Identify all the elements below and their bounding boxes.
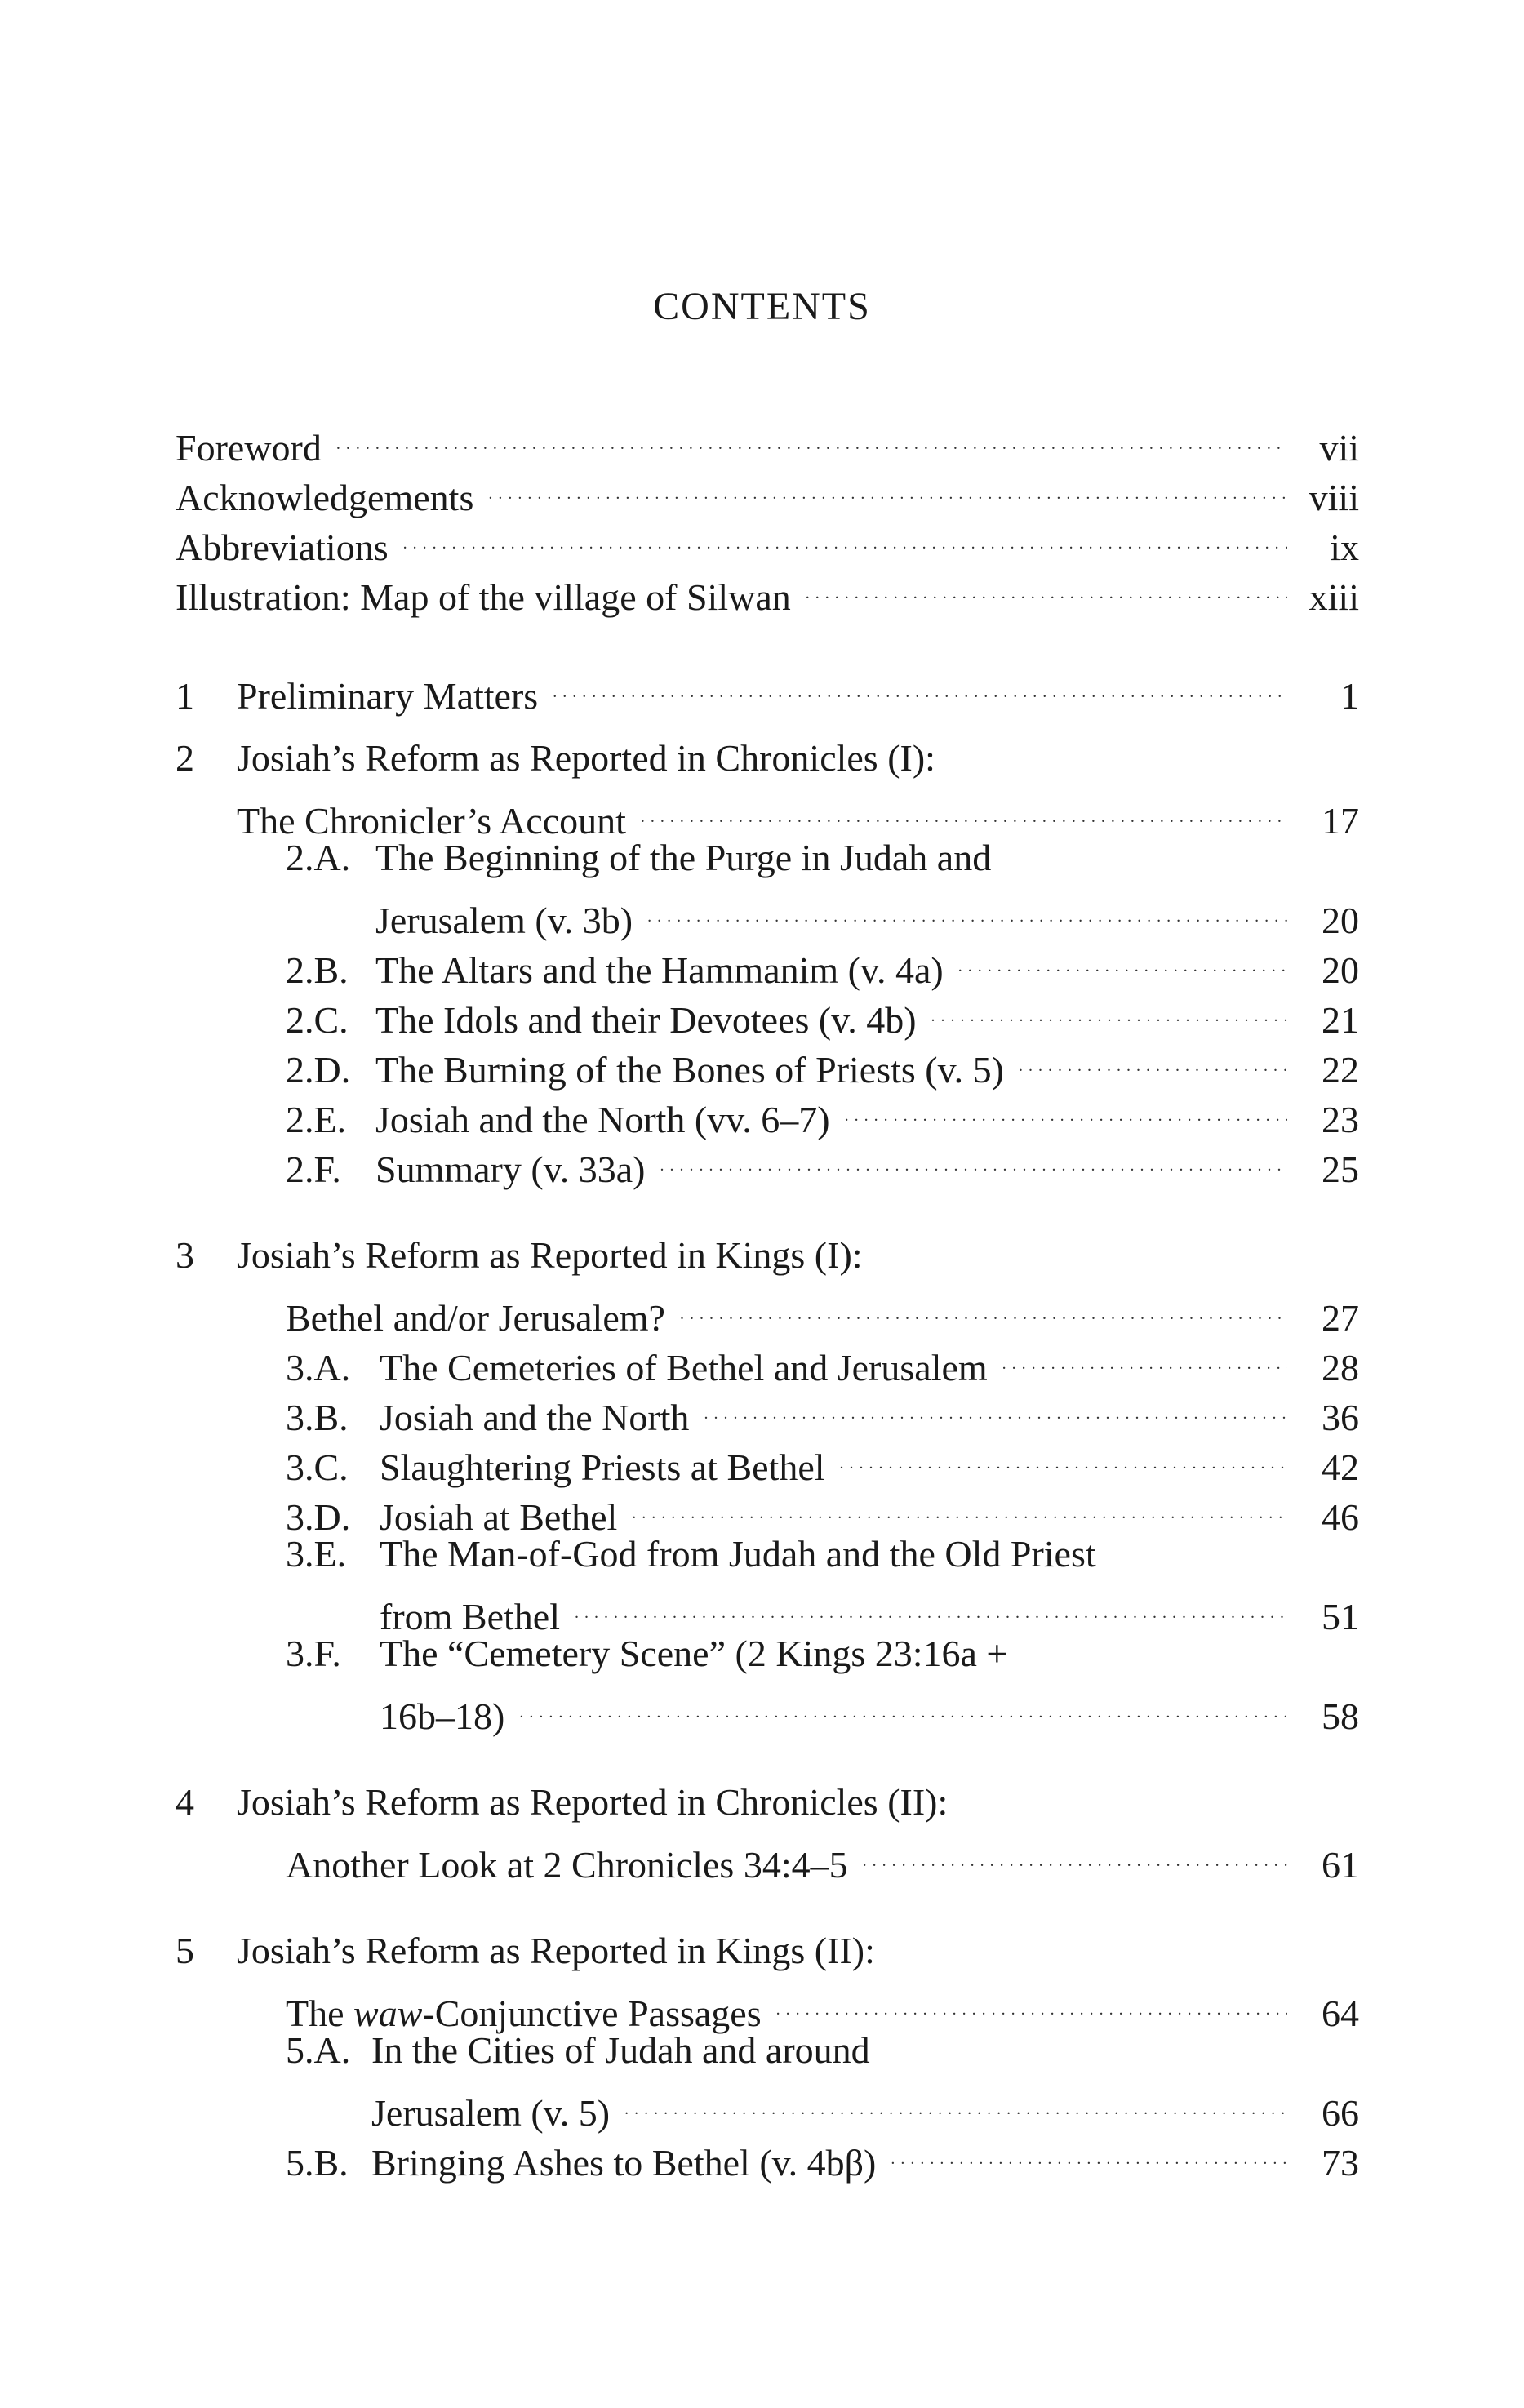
- toc-entry-label: The Cemeteries of Bethel and Jerusalem: [380, 1347, 988, 1388]
- chapter-number: 1: [176, 675, 194, 717]
- toc-section-3e[interactable]: [286, 1529, 1359, 1579]
- toc-chapter-2-subtitle[interactable]: [237, 783, 1359, 842]
- section-number: 3.F.: [286, 1633, 341, 1674]
- toc-entry-label: Acknowledgements: [176, 477, 474, 518]
- toc-entry-label: Illustration: Map of the village of Silwan: [176, 576, 791, 618]
- toc-page-number: 17: [1322, 800, 1359, 842]
- dot-leader: [680, 1280, 1287, 1331]
- toc-entry-label: Josiah and the North: [380, 1397, 690, 1438]
- toc-entry-label: The “Cemetery Scene” (2 Kings 23:16a +: [380, 1633, 1008, 1674]
- toc-section-2f[interactable]: [286, 1131, 1359, 1190]
- toc-entry-label: Josiah at Bethel: [380, 1496, 618, 1538]
- dot-leader: [891, 2125, 1287, 2175]
- section-number: 5.A.: [286, 2029, 351, 2071]
- section-number: 3.A.: [286, 1347, 351, 1388]
- section-number: 3.D.: [286, 1496, 351, 1538]
- toc-entry-label: Jerusalem (v. 5): [371, 2092, 611, 2134]
- toc-chapter-3-title[interactable]: [176, 1230, 1359, 1281]
- toc-entry-label: Abbreviations: [176, 526, 389, 568]
- toc-entry-label: Another Look at 2 Chronicles 34:4–5: [286, 1844, 848, 1886]
- dot-leader: [1019, 1032, 1287, 1082]
- toc-chapter-2-title[interactable]: [176, 733, 1359, 784]
- toc-page-number: 25: [1322, 1148, 1359, 1190]
- dot-leader: [704, 1379, 1287, 1430]
- toc-chapter-5-subtitle[interactable]: [286, 1975, 1359, 2034]
- toc-chapter-4-title[interactable]: [176, 1777, 1359, 1828]
- dot-leader: [519, 1678, 1287, 1729]
- section-number: 2.C.: [286, 999, 349, 1041]
- italic-term: waw: [353, 1993, 423, 2034]
- toc-page-number: 20: [1322, 949, 1359, 991]
- toc-entry-label: from Bethel: [380, 1596, 560, 1637]
- dot-leader: [840, 1429, 1287, 1480]
- toc-entry-label: Josiah’s Reform as Reported in Kings (I):: [237, 1234, 863, 1276]
- toc-section-2a-cont[interactable]: [375, 882, 1359, 941]
- dot-leader: [931, 982, 1287, 1033]
- toc-entry-label: Jerusalem (v. 3b): [375, 900, 633, 941]
- toc-section-2b[interactable]: [286, 932, 1359, 991]
- toc-entry-label: Preliminary Matters: [237, 675, 539, 717]
- toc-page-number: 61: [1322, 1844, 1359, 1886]
- toc-entry-label: Foreword: [176, 427, 322, 469]
- toc-page-number: 36: [1322, 1397, 1359, 1438]
- dot-leader: [776, 1975, 1287, 2026]
- section-number: 2.B.: [286, 949, 349, 991]
- toc-section-5a-cont[interactable]: [371, 2075, 1359, 2134]
- dot-leader: [336, 410, 1287, 460]
- dot-leader: [403, 509, 1287, 560]
- dot-leader: [553, 658, 1287, 709]
- toc-entry-abbreviations[interactable]: [176, 509, 1359, 568]
- section-number: 2.E.: [286, 1099, 347, 1140]
- toc-page-number: 64: [1322, 1993, 1359, 2034]
- toc-page-number: 51: [1322, 1596, 1359, 1637]
- toc-entry-illustration[interactable]: [176, 559, 1359, 618]
- toc-chapter-1[interactable]: [176, 658, 1359, 717]
- section-number: 3.C.: [286, 1446, 349, 1488]
- toc-entry-label: Bringing Ashes to Bethel (v. 4bβ): [371, 2142, 877, 2184]
- toc-entry-label: Josiah and the North (vv. 6–7): [375, 1099, 830, 1140]
- chapter-number: 5: [176, 1930, 194, 1971]
- toc-section-3e-cont[interactable]: [380, 1579, 1359, 1637]
- toc-entry-label: The Burning of the Bones of Priests (v. 5): [375, 1049, 1004, 1091]
- toc-section-2e[interactable]: [286, 1082, 1359, 1140]
- toc-page-number: vii: [1319, 427, 1359, 469]
- toc-entry-label: The Beginning of the Purge in Judah and: [375, 837, 992, 878]
- chapter-number: 3: [176, 1234, 194, 1276]
- toc-page-number: xiii: [1309, 576, 1359, 618]
- toc-entry-label: The Chronicler’s Account: [237, 800, 626, 842]
- toc-chapter-3-subtitle[interactable]: [286, 1280, 1359, 1339]
- toc-entry-foreword[interactable]: [176, 410, 1359, 469]
- toc-chapter-4-subtitle[interactable]: [286, 1827, 1359, 1886]
- dot-leader: [647, 882, 1287, 933]
- toc-entry-label: Josiah’s Reform as Reported in Kings (II):: [237, 1930, 875, 1971]
- section-number: 5.B.: [286, 2142, 349, 2184]
- dot-leader: [641, 783, 1287, 833]
- toc-entry-label: Josiah’s Reform as Reported in Chronicles (I):: [237, 737, 935, 779]
- section-number: 2.A.: [286, 837, 351, 878]
- chapter-number: 4: [176, 1781, 194, 1823]
- section-number: 3.E.: [286, 1533, 347, 1575]
- toc-page-number: 20: [1322, 900, 1359, 941]
- toc-page-number: viii: [1309, 477, 1359, 518]
- dot-leader: [488, 460, 1287, 510]
- toc-page-number: 46: [1322, 1496, 1359, 1538]
- toc-chapter-5-title[interactable]: [176, 1926, 1359, 1976]
- page-title: CONTENTS: [653, 285, 871, 328]
- toc-entry-label: Slaughtering Priests at Bethel: [380, 1446, 825, 1488]
- toc-section-3b[interactable]: [286, 1379, 1359, 1438]
- section-number: 2.D.: [286, 1049, 351, 1091]
- chapter-number: 2: [176, 737, 194, 779]
- dot-leader: [806, 559, 1287, 610]
- toc-section-5b[interactable]: [286, 2125, 1359, 2184]
- toc-entry-label: The Altars and the Hammanim (v. 4a): [375, 949, 944, 991]
- dot-leader: [863, 1827, 1287, 1877]
- toc-entry-label: Josiah’s Reform as Reported in Chronicles (II):: [237, 1781, 949, 1823]
- dot-leader: [845, 1082, 1287, 1132]
- toc-page-number: 66: [1322, 2092, 1359, 2134]
- toc-section-3c[interactable]: [286, 1429, 1359, 1488]
- dot-leader: [1002, 1330, 1287, 1380]
- toc-page-number: 22: [1322, 1049, 1359, 1091]
- toc-page-number: 27: [1322, 1297, 1359, 1339]
- toc-page-number: 42: [1322, 1446, 1359, 1488]
- toc-page-number: 28: [1322, 1347, 1359, 1388]
- toc-entry-label: The Idols and their Devotees (v. 4b): [375, 999, 917, 1041]
- toc-section-2a[interactable]: [286, 833, 1359, 883]
- toc-entry-label: 16b–18): [380, 1695, 505, 1737]
- toc-page-number: 23: [1322, 1099, 1359, 1140]
- toc-section-3d[interactable]: [286, 1479, 1359, 1538]
- toc-page-number: ix: [1330, 526, 1359, 568]
- toc-section-5a[interactable]: [286, 2025, 1359, 2076]
- section-number: 3.B.: [286, 1397, 349, 1438]
- toc-section-3f-cont[interactable]: [380, 1678, 1359, 1737]
- toc-page-number: 73: [1322, 2142, 1359, 2184]
- toc-entry-acknowledgements[interactable]: [176, 460, 1359, 518]
- toc-entry-label: Bethel and/or Jerusalem?: [286, 1297, 665, 1339]
- toc-section-2c[interactable]: [286, 982, 1359, 1041]
- toc-page-number: 1: [1340, 675, 1359, 717]
- toc-page-number: 21: [1322, 999, 1359, 1041]
- dot-leader: [958, 932, 1287, 983]
- toc-page-number: 58: [1322, 1695, 1359, 1737]
- dot-leader: [632, 1479, 1287, 1530]
- dot-leader: [660, 1131, 1287, 1182]
- dot-leader: [575, 1579, 1287, 1629]
- toc-section-3f[interactable]: [286, 1628, 1359, 1679]
- toc-section-3a[interactable]: [286, 1330, 1359, 1388]
- toc-entry-label: The waw-Conjunctive Passages: [286, 1993, 762, 2034]
- section-number: 2.F.: [286, 1148, 341, 1190]
- toc-entry-label: The Man-of-God from Judah and the Old Priest: [380, 1533, 1096, 1575]
- toc-entry-label: Summary (v. 33a): [375, 1148, 646, 1190]
- dot-leader: [624, 2075, 1287, 2126]
- toc-entry-label: In the Cities of Judah and around: [371, 2029, 870, 2071]
- toc-section-2d[interactable]: [286, 1032, 1359, 1091]
